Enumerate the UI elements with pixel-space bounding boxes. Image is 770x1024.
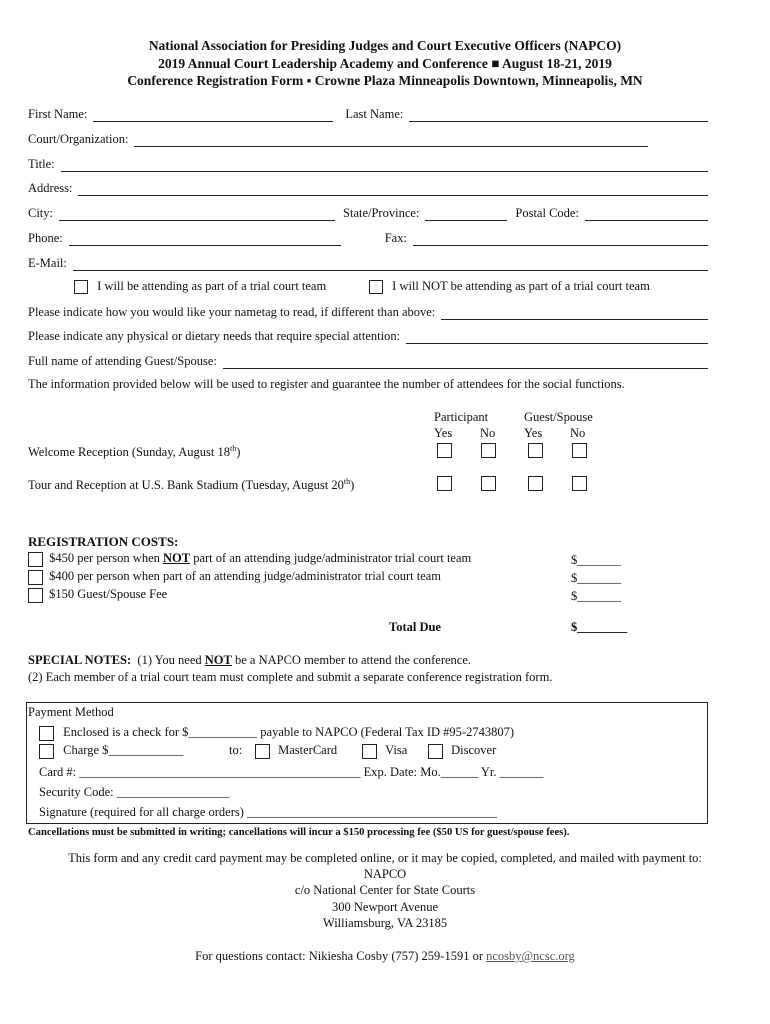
costs-heading: REGISTRATION COSTS: bbox=[28, 534, 179, 549]
name-row bbox=[28, 106, 708, 122]
team-attending-label: I will be attending as part of a trial court team bbox=[97, 279, 327, 293]
welcome-guest-yes-checkbox[interactable] bbox=[528, 443, 543, 458]
guest-name-label: Full name of attending Guest/Spouse: bbox=[28, 354, 217, 368]
mailing-line-1: NAPCO bbox=[363, 867, 407, 881]
signature-field[interactable]: Signature (required for all charge orders) ________________________________________ bbox=[39, 805, 498, 819]
team-not-attending-checkbox[interactable] bbox=[369, 280, 383, 294]
welcome-participant-yes-checkbox[interactable] bbox=[437, 443, 452, 458]
mailing-line-4: Williamsburg, VA 23185 bbox=[322, 916, 448, 930]
visa-checkbox[interactable] bbox=[362, 744, 377, 759]
postal-field[interactable] bbox=[585, 208, 708, 221]
form-header bbox=[0, 37, 770, 90]
team-not-attending-label: I will NOT be attending as part of a trial court team bbox=[392, 279, 650, 293]
needs-field[interactable] bbox=[406, 331, 708, 344]
mailing-intro: This form and any credit card payment may be completed online, or it may be copied, completed, and mailed with payment to: bbox=[68, 851, 702, 865]
fax-field[interactable] bbox=[413, 233, 708, 246]
cost-400-checkbox[interactable] bbox=[28, 570, 43, 585]
nametag-label: Please indicate how you would like your nametag to read, if different than above: bbox=[28, 305, 436, 319]
security-code-field[interactable]: Security Code: __________________ bbox=[39, 785, 230, 799]
team-not-attending-option[interactable] bbox=[369, 279, 650, 294]
guest-no-header: No bbox=[570, 426, 586, 440]
title-field[interactable] bbox=[61, 159, 708, 172]
special-notes-line-2: (2) Each member of a trial court team must complete and submit a separate conference registration form. bbox=[28, 670, 553, 684]
first-name-field[interactable] bbox=[93, 109, 333, 122]
last-name-field[interactable] bbox=[409, 109, 708, 122]
address-field[interactable] bbox=[78, 183, 708, 196]
court-label: Court/Organization: bbox=[28, 132, 129, 146]
needs-row bbox=[28, 328, 708, 344]
header-line-1: National Association for Presiding Judges and Court Executive Officers (NAPCO) bbox=[148, 38, 622, 53]
charge-to-label: to: bbox=[229, 743, 243, 757]
nametag-row bbox=[28, 304, 708, 320]
tour-guest-no-checkbox[interactable] bbox=[572, 476, 587, 491]
first-name-label: First Name: bbox=[28, 107, 88, 121]
cost-450-amount[interactable]: $_______ bbox=[571, 553, 621, 567]
tour-reception-label: Tour and Reception at U.S. Bank Stadium (Tuesday, August 20th) bbox=[28, 477, 355, 493]
mastercard-checkbox[interactable] bbox=[255, 744, 270, 759]
participant-header: Participant bbox=[434, 410, 489, 424]
participant-yes-header: Yes bbox=[434, 426, 453, 440]
check-checkbox[interactable] bbox=[39, 726, 54, 741]
state-field[interactable] bbox=[425, 208, 507, 221]
discover-checkbox[interactable] bbox=[428, 744, 443, 759]
cost-item-150[interactable]: $150 Guest/Spouse Fee bbox=[28, 587, 167, 603]
cost-item-450[interactable]: $450 per person when NOT part of an attending judge/administrator trial court team bbox=[28, 551, 471, 567]
tour-guest-yes-checkbox[interactable] bbox=[528, 476, 543, 491]
last-name-label: Last Name: bbox=[345, 107, 404, 121]
email-field[interactable] bbox=[73, 258, 708, 271]
address-label: Address: bbox=[28, 181, 73, 195]
payment-method-title: Payment Method bbox=[28, 705, 114, 719]
mailing-line-2: c/o National Center for State Courts bbox=[294, 883, 476, 897]
welcome-reception-label: Welcome Reception (Sunday, August 18th) bbox=[28, 444, 241, 460]
address-row bbox=[28, 180, 708, 196]
check-option[interactable]: Enclosed is a check for $___________ payable to NAPCO (Federal Tax ID #95-2743807) bbox=[39, 725, 514, 741]
fax-label: Fax: bbox=[384, 231, 407, 245]
welcome-guest-no-checkbox[interactable] bbox=[572, 443, 587, 458]
contact-email-link[interactable]: ncosby@ncsc.org bbox=[486, 949, 575, 963]
title-label: Title: bbox=[28, 157, 55, 171]
header-line-3: Conference Registration Form ▪ Crowne Plaza Minneapolis Downtown, Minneapolis, MN bbox=[127, 73, 643, 88]
header-line-2: 2019 Annual Court Leadership Academy and Conference ■ August 18-21, 2019 bbox=[158, 55, 612, 71]
guest-header: Guest/Spouse bbox=[524, 410, 593, 424]
mailing-line-3: 300 Newport Avenue bbox=[332, 900, 438, 914]
info-text: The information provided below will be used to register and guarantee the number of attendees for the social functions. bbox=[28, 377, 625, 391]
total-due-amount[interactable]: $________ bbox=[571, 620, 628, 634]
contact-text: For questions contact: Nikiesha Cosby (757) 259-1591 or bbox=[195, 949, 487, 963]
cost-150-checkbox[interactable] bbox=[28, 588, 43, 603]
guest-yes-header: Yes bbox=[524, 426, 543, 440]
guest-row bbox=[28, 353, 708, 369]
state-label: State/Province: bbox=[343, 206, 420, 220]
email-label: E-Mail: bbox=[28, 256, 67, 270]
special-notes-line-1: SPECIAL NOTES: (1) You need NOT be a NAPCO member to attend the conference. bbox=[28, 653, 472, 667]
visa-option[interactable]: Visa bbox=[362, 743, 407, 759]
cost-450-checkbox[interactable] bbox=[28, 552, 43, 567]
court-field[interactable] bbox=[134, 134, 648, 147]
cost-item-400[interactable]: $400 per person when part of an attending judge/administrator trial court team bbox=[28, 569, 441, 585]
mastercard-option[interactable]: MasterCard bbox=[255, 743, 337, 759]
charge-option[interactable]: Charge $____________ bbox=[39, 743, 183, 759]
participant-no-header: No bbox=[480, 426, 496, 440]
cost-400-amount[interactable]: $_______ bbox=[571, 571, 621, 585]
card-number-field[interactable]: Card #: _____________________________________________ Exp. Date: Mo.______ Yr. _______ bbox=[39, 765, 544, 779]
cost-150-amount[interactable]: $_______ bbox=[571, 589, 621, 603]
guest-name-field[interactable] bbox=[223, 356, 708, 369]
charge-checkbox[interactable] bbox=[39, 744, 54, 759]
team-attending-checkbox[interactable] bbox=[74, 280, 88, 294]
postal-label: Postal Code: bbox=[515, 206, 579, 220]
tour-participant-yes-checkbox[interactable] bbox=[437, 476, 452, 491]
city-field[interactable] bbox=[59, 208, 335, 221]
welcome-participant-no-checkbox[interactable] bbox=[481, 443, 496, 458]
team-attending-option[interactable] bbox=[74, 279, 326, 294]
total-due-label: Total Due bbox=[389, 620, 441, 634]
phone-label: Phone: bbox=[28, 231, 63, 245]
city-row bbox=[28, 205, 708, 221]
discover-option[interactable]: Discover bbox=[428, 743, 496, 759]
title-row bbox=[28, 156, 708, 172]
needs-label: Please indicate any physical or dietary needs that require special attention: bbox=[28, 329, 401, 343]
nametag-field[interactable] bbox=[441, 307, 708, 320]
contact-line bbox=[0, 949, 770, 964]
tour-participant-no-checkbox[interactable] bbox=[481, 476, 496, 491]
phone-field[interactable] bbox=[69, 233, 341, 246]
phone-row bbox=[28, 230, 708, 246]
court-row bbox=[28, 131, 708, 147]
city-label: City: bbox=[28, 206, 54, 220]
email-row bbox=[28, 255, 708, 271]
cancellation-policy: Cancellations must be submitted in writing; cancellations will incur a $150 processing fee ($50 US for guest/spouse fees). bbox=[28, 827, 570, 838]
